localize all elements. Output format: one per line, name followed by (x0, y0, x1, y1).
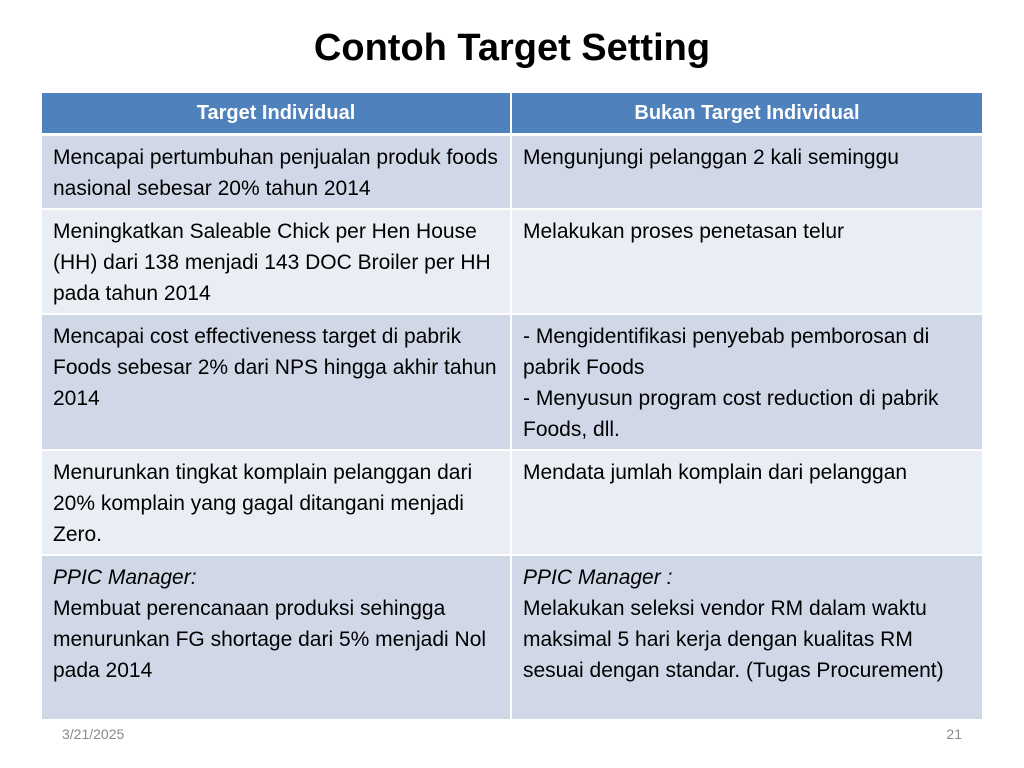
table-row (42, 135, 982, 210)
target-cell: Mencapai pertumbuhan penjualan produk foods nasional sebesar 20% tahun 2014 (42, 135, 511, 210)
role-label: PPIC Manager: (53, 566, 197, 589)
non-target-cell: Melakukan proses penetasan telur (511, 209, 982, 314)
table-row (42, 314, 982, 450)
table-row (42, 450, 982, 555)
table-row (42, 555, 982, 720)
header-target-individual: Target Individual (42, 93, 511, 135)
page-number: 21 (946, 726, 962, 742)
non-target-text: Melakukan seleksi vendor RM dalam waktu maksimal 5 hari kerja dengan kualitas RM sesuai dengan standar. (Tugas Procurement) (523, 597, 944, 682)
footer-date: 3/21/2025 (62, 726, 125, 742)
target-cell: Menurunkan tingkat komplain pelanggan dari 20% komplain yang gagal ditangani menjadi Zero. (42, 450, 511, 555)
table-row (42, 209, 982, 314)
non-target-cell: - Mengidentifikasi penyebab pemborosan di pabrik Foods - Menyusun program cost reduction di pabrik Foods, dll. (511, 314, 982, 450)
slide-title: Contoh Target Setting (313, 27, 711, 69)
non-target-cell (511, 555, 982, 720)
target-text: Membuat perencanaan produksi sehingga menurunkan FG shortage dari 5% menjadi Nol pada 2014 (53, 597, 487, 682)
target-cell (42, 555, 511, 720)
header-bukan-target-individual: Bukan Target Individual (511, 93, 982, 135)
target-cell: Mencapai cost effectiveness target di pabrik Foods sebesar 2% dari NPS hingga akhir tahun 2014 (42, 314, 511, 450)
non-target-cell: Mengunjungi pelanggan 2 kali seminggu (511, 135, 982, 210)
target-comparison-table (42, 93, 982, 721)
target-cell: Meningkatkan Saleable Chick per Hen House (HH) dari 138 menjadi 143 DOC Broiler per HH pada tahun 2014 (42, 209, 511, 314)
non-target-cell: Mendata jumlah komplain dari pelanggan (511, 450, 982, 555)
role-label: PPIC Manager : (523, 566, 673, 589)
table-header-row (42, 93, 982, 135)
